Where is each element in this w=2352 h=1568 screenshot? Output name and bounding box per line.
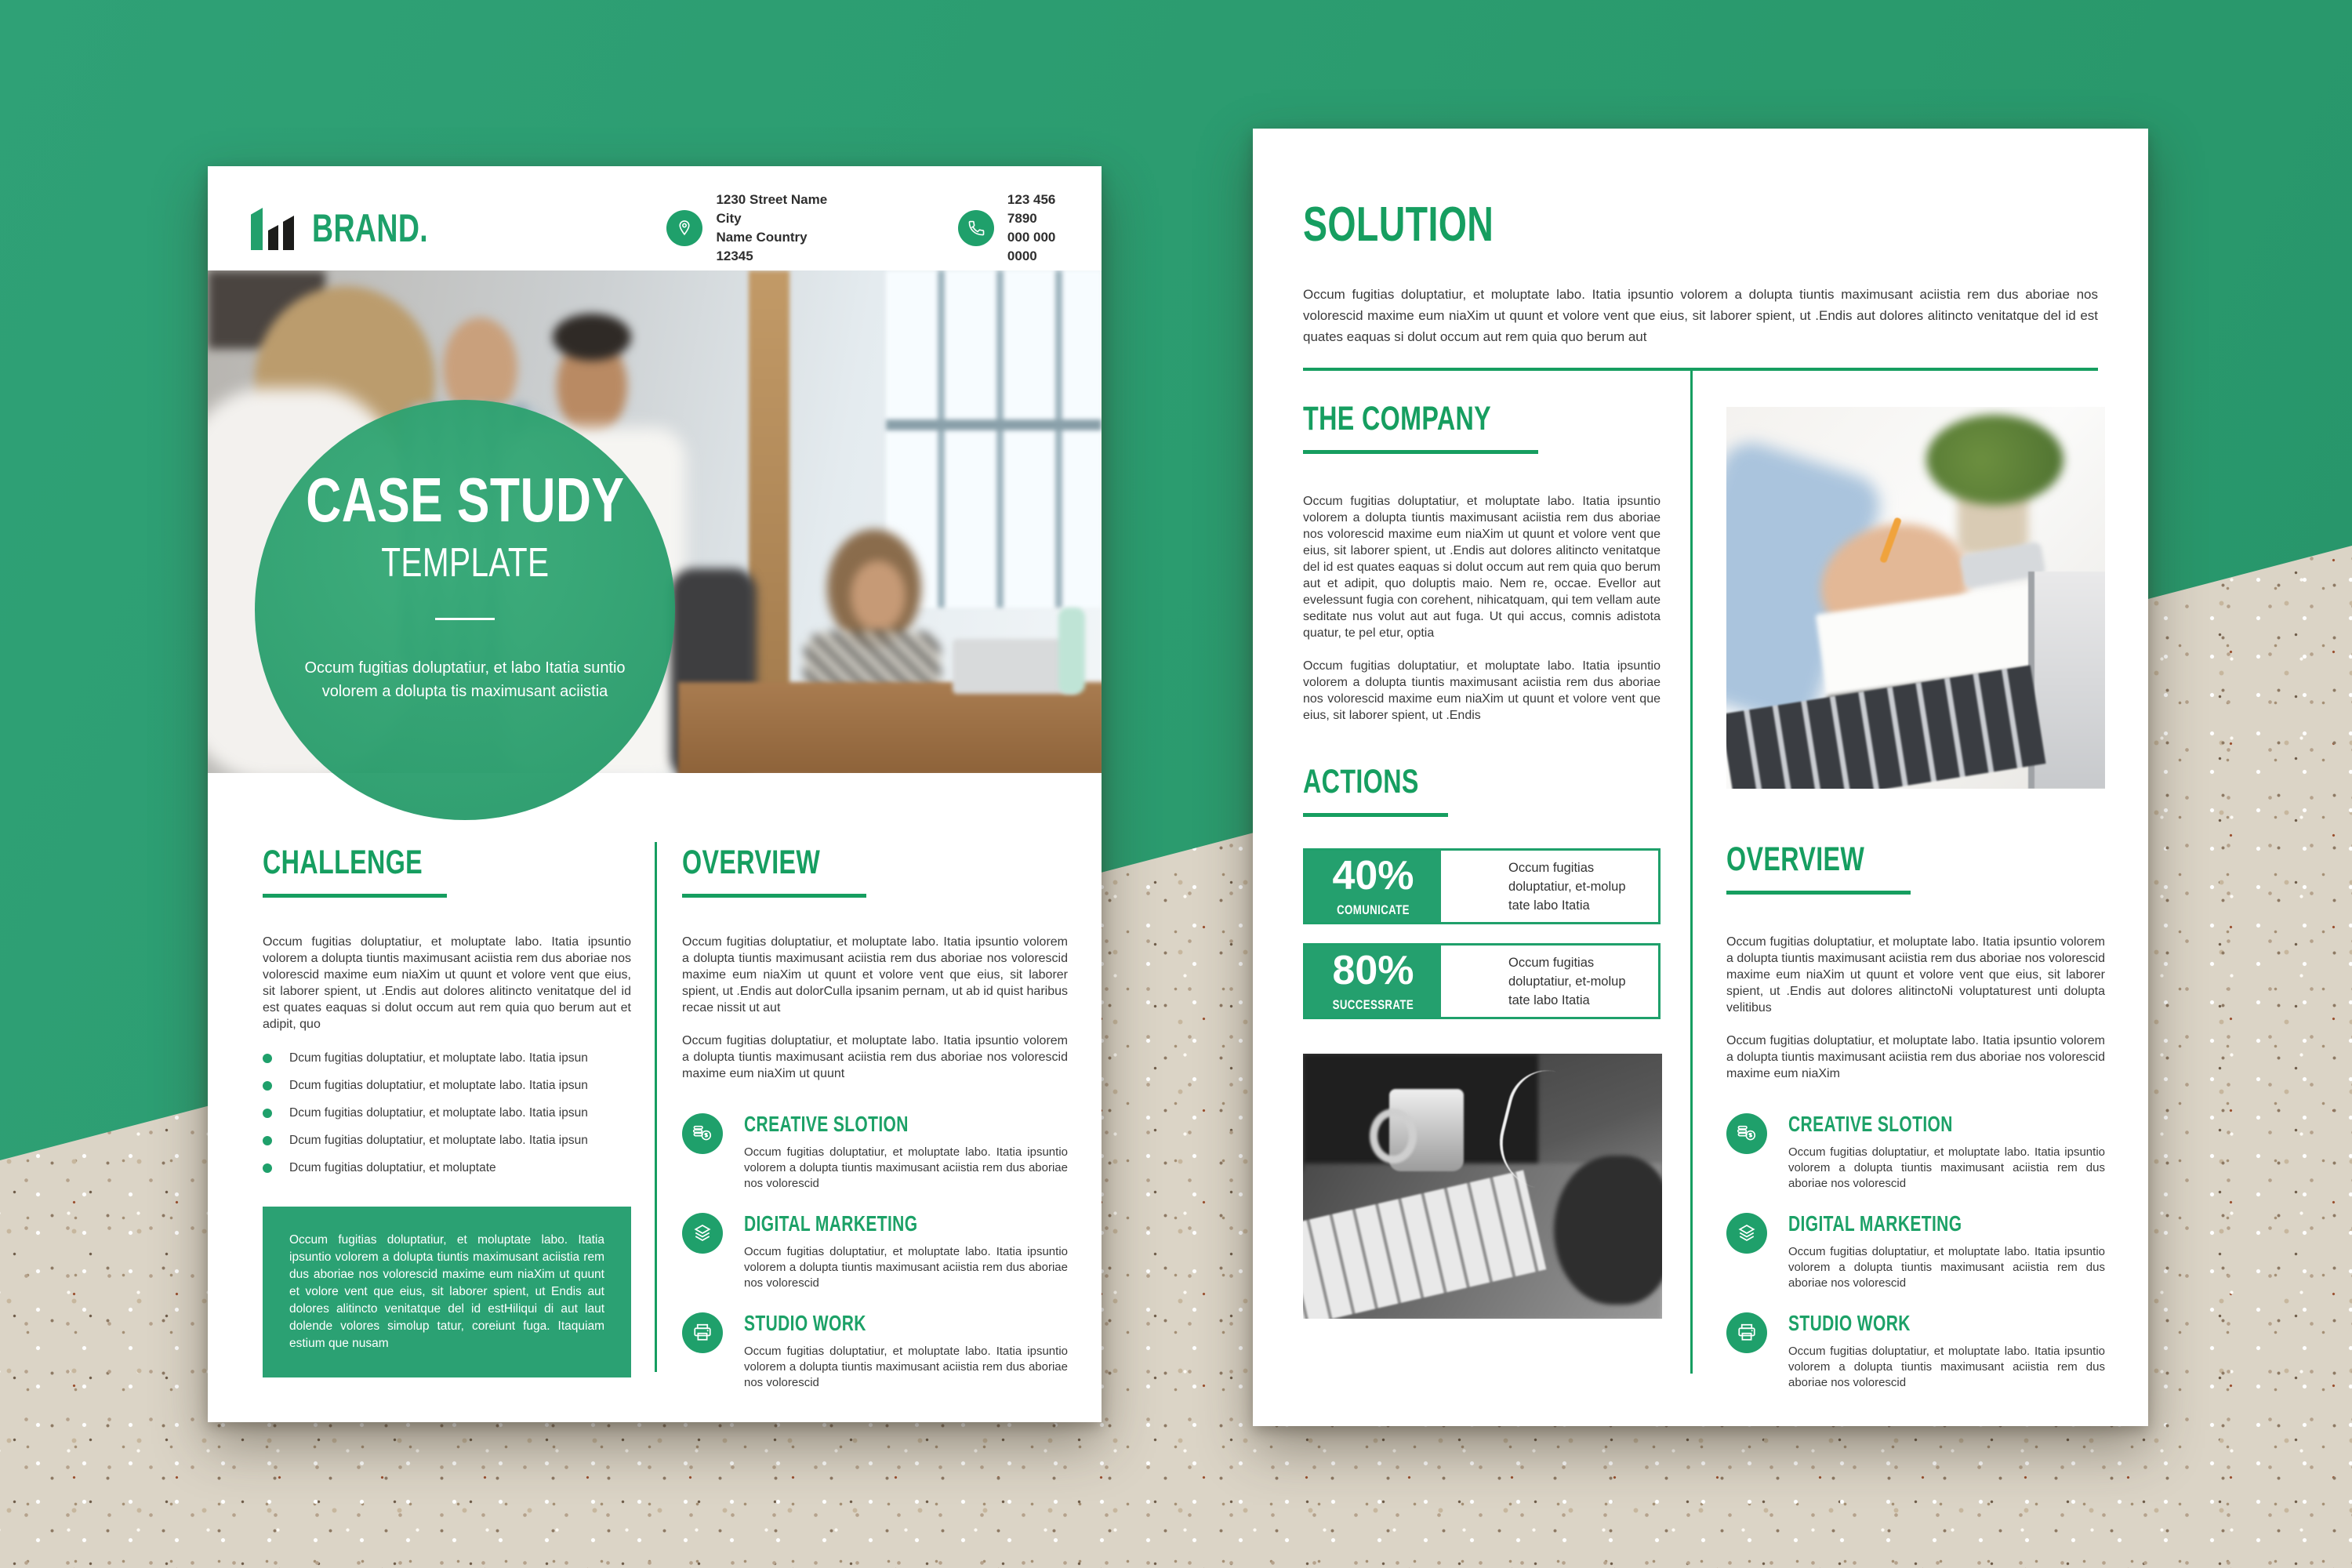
highlight-text: Occum fugitias doluptatiur, et moluptate labo. Itatia ipsuntio volorem a dolupta tiuntis maximusant aciistia rem dus aboriae nos volorescid maxime eum niaXim ut quunt et volore vent que eius, sit laborer spient, ut Endis aut dolores alitincto venitatque del id estHiliqui di aut laut dolende volores simolup tatur, coreiunt fuga. Itaquiam estium que nusam: [289, 1233, 604, 1351]
bottle-silhouette: [1058, 608, 1085, 694]
service-title: CREATIVE SLOTION: [744, 1112, 909, 1137]
phone-line1: 123 456 7890: [1007, 192, 1056, 226]
overview-heading: OVERVIEW: [1726, 840, 1865, 878]
desk-photo: [1726, 407, 2105, 789]
bullet-dot-icon: [263, 1136, 272, 1145]
location-pin-icon: [666, 210, 702, 246]
address-block: [666, 191, 840, 266]
service-text: Occum fugitias doluptatiur, et moluptate labo. Itatia ipsuntio volorem a dolupta tiuntis maximusant aciistia rem dus aboriae nos volorescid: [744, 1345, 1068, 1390]
window-panes: [886, 270, 1102, 608]
stat-value-cell: [1305, 851, 1441, 922]
hand-silhouette: [1554, 1156, 1662, 1305]
company-paragraph-1: Occum fugitias doluptatiur, et moluptate labo. Itatia ipsuntio volorem a dolupta tiuntis maximusant aciistia rem dus aboriae nos volorescid maxime eum niaXim ut quunt et volore vent que eius, sit laborer spient, ut .Endis aut dolores alitincto venitatque del id est quates eaquas si dolut occum aut rem quia quo berum aut et adipit, quo doluptis maio. Nem re, occae. Evellor aut evelessunt fugia con corehent, nihicatquam, qui tem vellam aute seditate nus volut aut aut fuga. Ut qui accus, comnis adistota quatur, te pel etur, optia: [1303, 495, 1661, 641]
overview-section: [682, 845, 1068, 1412]
person-hair-man2: [553, 314, 631, 361]
column-divider: [655, 842, 657, 1372]
overview-column: [1726, 407, 2105, 1412]
hero-title: CASE STUDY: [305, 465, 625, 535]
service-text: Occum fugitias doluptatiur, et moluptate labo. Itatia ipsuntio volorem a dolupta tiuntis maximusant aciistia rem dus aboriae nos volorescid: [1788, 1345, 2105, 1390]
heading-underline: [263, 894, 447, 898]
stat-description: Occum fugitias doluptatiur, et-molup tate labo Itatia: [1508, 860, 1626, 913]
hero-subtitle-word: TEMPLATE: [380, 540, 550, 586]
window-sill: [886, 419, 1102, 430]
coins-icon: [682, 1113, 723, 1154]
company-paragraph-2: Occum fugitias doluptatiur, et moluptate labo. Itatia ipsuntio volorem a dolupta tiuntis maximusant aciistia rem dus aboriae nos volorescid maxime eum niaXim ut quunt et volore vent que eius, sit laborer spient, ut .Endis: [1303, 659, 1661, 723]
hero-circle: [255, 400, 675, 820]
service-title: STUDIO WORK: [1788, 1311, 1911, 1336]
brand-logo: [251, 205, 466, 251]
brand-name: BRAND.: [312, 206, 429, 250]
service-text: Occum fugitias doluptatiur, et moluptate labo. Itatia ipsuntio volorem a dolupta tiuntis maximusant aciistia rem dus aboriae nos volorescid: [1788, 1245, 2105, 1290]
list-item: Dcum fugitias doluptatiur, et moluptate labo. Itatia ipsun: [263, 1134, 631, 1148]
keyboard-photo: [1303, 1054, 1662, 1319]
highlight-box: [263, 1207, 631, 1377]
section-divider: [1303, 368, 2098, 371]
address-line1: 1230 Street Name City: [716, 192, 828, 226]
services-list: [1726, 1113, 2105, 1391]
layers-icon: [1726, 1213, 1767, 1254]
service-title: DIGITAL MARKETING: [744, 1211, 918, 1236]
service-text: Occum fugitias doluptatiur, et moluptate labo. Itatia ipsuntio volorem a dolupta tiuntis maximusant aciistia rem dus aboriae nos volorescid: [1788, 1145, 2105, 1191]
challenge-paragraph: Occum fugitias doluptatiur, et moluptate labo. Itatia ipsuntio volorem a dolupta tiuntis maximusant aciistia rem dus aboriae nos volorescid maxime eum niaXim ut quunt et volore vent que eius, sit laborer spient, ut .Endis aut dolores alitincto venitatque del id est quates eaquas si dolut occum aut rem quia quo berum aut et adipit, quo: [263, 935, 631, 1032]
flyer-page-back: [1253, 129, 2148, 1426]
stat-value-cell: [1305, 946, 1441, 1017]
bullet-dot-icon: [263, 1054, 272, 1063]
coins-icon: [1726, 1113, 1767, 1154]
overview-paragraph-1: Occum fugitias doluptatiur, et moluptate labo. Itatia ipsuntio volorem a dolupta tiuntis maximusant aciistia rem dus aboriae nos volorescid maxime eum niaXim ut quunt et volore vent que eius, sit laborer spient, ut .Endis aut dolorCulla ipsanim pernam, ut ab id quist haribus recae nissit ut aut: [682, 935, 1068, 1015]
overview-paragraph-1: Occum fugitias doluptatiur, et moluptate labo. Itatia ipsuntio volorem a dolupta tiuntis maximusant aciistia rem dus aboriae nos volorescid maxime eum niaXim ut quunt et volore vent que eius, sit laborer spient, ut .Endis aut dolores alitinctoNi voluptaturest unti dolupta velitibus: [1726, 935, 2105, 1015]
bar-chart-logo-icon: [251, 206, 296, 250]
solution-section: [1303, 198, 2098, 347]
heading-underline: [682, 894, 866, 898]
service-title: DIGITAL MARKETING: [1788, 1211, 1962, 1236]
address-line2: Name Country 12345: [716, 230, 808, 263]
bullet-dot-icon: [263, 1109, 272, 1118]
stat-description: Occum fugitias doluptatiur, et-molup tate labo Itatia: [1508, 955, 1626, 1007]
list-item: Dcum fugitias doluptatiur, et moluptate labo. Itatia ipsun: [263, 1079, 631, 1093]
actions-heading: ACTIONS: [1303, 763, 1419, 801]
service-title: CREATIVE SLOTION: [1788, 1112, 1953, 1137]
phone-block: [958, 191, 1078, 266]
company-column: [1303, 401, 1661, 1319]
service-item: [1726, 1113, 2105, 1192]
service-title: STUDIO WORK: [744, 1311, 866, 1336]
service-item: [682, 1113, 1068, 1192]
challenge-section: [263, 845, 631, 1377]
stat-label: SUCCESSRATE: [1332, 996, 1414, 1012]
stat-value: 80%: [1332, 947, 1414, 993]
page-header: [251, 192, 1078, 263]
service-text: Occum fugitias doluptatiur, et moluptate labo. Itatia ipsuntio volorem a dolupta tiuntis maximusant aciistia rem dus aboriae nos volorescid: [744, 1245, 1068, 1290]
service-item: [682, 1312, 1068, 1391]
service-item: [1726, 1312, 2105, 1391]
stat-label: COMUNICATE: [1337, 902, 1410, 917]
hero-tagline: Occum fugitias doluptatiur, et labo Itatia suntio volorem a dolupta tis maximusant aciistia: [304, 659, 626, 700]
plant-leaves: [1926, 415, 2063, 505]
overview-heading: OVERVIEW: [682, 844, 821, 881]
list-item: Dcum fugitias doluptatiur, et moluptate labo. Itatia ipsun: [263, 1106, 631, 1120]
flyer-page-front: [208, 166, 1102, 1422]
mug-handle: [1370, 1109, 1417, 1163]
list-item: Dcum fugitias doluptatiur, et moluptate: [263, 1161, 631, 1175]
challenge-heading: CHALLENGE: [263, 844, 423, 881]
printer-icon: [682, 1312, 723, 1353]
overview-paragraph-2: Occum fugitias doluptatiur, et moluptate labo. Itatia ipsuntio volorem a dolupta tiuntis maximusant aciistia rem dus aboriae nos volorescid maxime eum niaXim: [1726, 1034, 2105, 1081]
list-item: Dcum fugitias doluptatiur, et moluptate labo. Itatia ipsun: [263, 1051, 631, 1065]
stat-value: 40%: [1332, 852, 1414, 898]
overview-paragraph-2: Occum fugitias doluptatiur, et moluptate labo. Itatia ipsuntio volorem a dolupta tiuntis maximusant aciistia rem dus aboriae nos volorescid maxime eum niaXim ut quunt: [682, 1034, 1068, 1081]
bullet-dot-icon: [263, 1163, 272, 1173]
phone-line2: 000 000 0000: [1007, 230, 1056, 263]
printer-icon: [1726, 1312, 1767, 1353]
stat-box-successrate: [1303, 943, 1661, 1019]
bullet-dot-icon: [263, 1081, 272, 1091]
solution-heading: SOLUTION: [1303, 198, 1494, 252]
column-divider: [1690, 368, 1693, 1374]
service-item: [1726, 1213, 2105, 1291]
solution-paragraph: Occum fugitias doluptatiur, et moluptate labo. Itatia ipsuntio volorem a dolupta tiuntis maximusant aciistia rem dus aboriae nos volorescid maxime eum niaXim ut quunt et volore vent que eius, sit laborer spient, ut .Endis aut dolores alitincto venitatque del id est quates eaquas si dolut occum aut rem quia quo berum aut: [1303, 287, 2098, 344]
service-item: [682, 1213, 1068, 1291]
company-heading: THE COMPANY: [1303, 400, 1492, 437]
desk-surface: [678, 682, 1102, 773]
heading-underline: [1726, 891, 1911, 895]
services-list: [682, 1113, 1068, 1391]
phone-icon: [958, 210, 994, 246]
layers-icon: [682, 1213, 723, 1254]
challenge-bullet-list: [263, 1051, 631, 1175]
stat-box-comunicate: [1303, 848, 1661, 924]
heading-underline: [1303, 813, 1448, 817]
service-text: Occum fugitias doluptatiur, et moluptate labo. Itatia ipsuntio volorem a dolupta tiuntis maximusant aciistia rem dus aboriae nos volorescid: [744, 1145, 1068, 1191]
hero-divider: [435, 618, 495, 620]
person-face-seated: [851, 561, 906, 631]
heading-underline: [1303, 450, 1538, 454]
